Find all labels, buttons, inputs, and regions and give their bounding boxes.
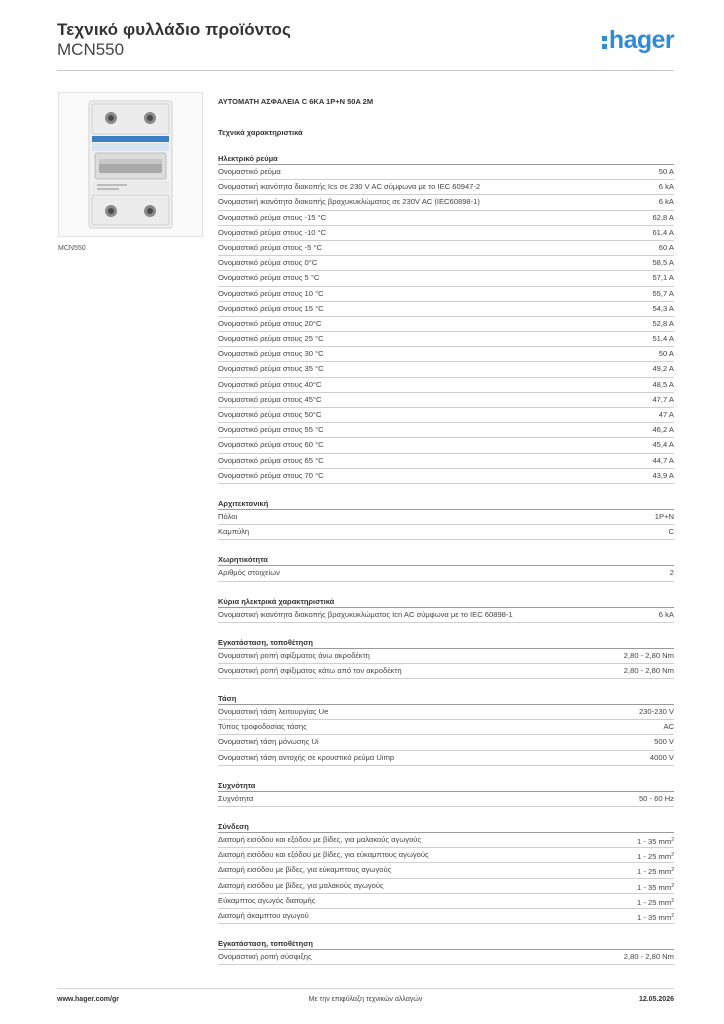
spec-label: Καμπύλη <box>218 527 250 537</box>
spec-value-text: 500 V <box>654 737 674 747</box>
spec-section <box>218 780 674 807</box>
spec-value-text: 55,7 A <box>652 288 674 298</box>
spec-value-text: 47 A <box>658 410 674 419</box>
spec-label: Διατομή εισόδου και εξόδου με βίδες, για εύκαμπτους αγωγούς <box>218 850 429 860</box>
spec-row <box>218 608 674 623</box>
spec-section <box>218 554 674 581</box>
spec-value <box>651 408 674 422</box>
spec-row <box>218 863 674 878</box>
spec-value-text: 45,4 A <box>652 440 674 450</box>
spec-value <box>631 705 674 719</box>
spec-row <box>218 735 674 750</box>
product-specs <box>218 96 674 965</box>
spec-row <box>218 510 674 525</box>
spec-label: Ονομαστικό ρεύμα στους 55 °C <box>218 425 324 435</box>
unit-superscript: 2 <box>671 837 674 843</box>
spec-value-text: 1 - 35 mm <box>637 837 672 846</box>
spec-sections <box>218 153 674 965</box>
spec-label: Διατομή άκαμπτου αγωγού <box>218 910 309 920</box>
spec-label: Εύκαμπτος αγωγός διατομής <box>218 895 316 905</box>
unit-superscript: 2 <box>671 882 674 889</box>
spec-label: Ονομαστική τάση λειτουργίας Ue <box>218 707 329 717</box>
spec-row <box>218 362 674 377</box>
spec-value <box>644 469 674 483</box>
spec-value-text: 47,7 A <box>652 394 674 404</box>
page-footer <box>57 996 674 1008</box>
circuit-breaker-icon <box>59 93 202 236</box>
spec-row <box>218 195 674 210</box>
unit-superscript: 2 <box>671 867 674 874</box>
product-name: ΑΥΤΟΜΑΤΗ ΑΣΦΑΛΕΙΑ C 6KA 1P+N 50A 2M <box>218 97 374 106</box>
section-title: Χωρητικότητα <box>218 554 674 566</box>
spec-label: Ονομαστικό ρεύμα στους 0°C <box>218 258 318 268</box>
section-title: Εγκατάσταση, τοποθέτηση <box>218 637 674 649</box>
spec-row <box>218 438 674 453</box>
spec-section <box>218 821 674 924</box>
spec-value <box>661 525 674 539</box>
spec-value-text: 54,3 A <box>652 303 674 313</box>
spec-value-text: 48,5 A <box>652 379 674 389</box>
spec-row <box>218 705 674 720</box>
spec-label: Ονομαστική ροπή σφίξιματος άνω ακροδέκτη <box>218 650 370 660</box>
spec-label: Συχνότητα <box>218 793 254 803</box>
spec-value <box>644 211 674 225</box>
spec-value <box>644 317 674 331</box>
spec-label: Ονομαστικό ρεύμα στους 65 °C <box>218 455 324 465</box>
spec-value-text: 46,2 A <box>652 425 674 435</box>
spec-value <box>644 454 674 468</box>
spec-label: Ονομαστική ικανότητα διακοπής βραχυκυκλώματος σε 230V AC (IEC60898-1) <box>218 197 480 207</box>
spec-value-text: 1 - 35 mm <box>637 882 672 892</box>
spec-row <box>218 332 674 347</box>
section-title: Ηλεκτρικό ρεύμα <box>218 153 674 165</box>
header-divider <box>57 70 674 71</box>
spec-value <box>662 566 674 580</box>
spec-label: Ονομαστικό ρεύμα <box>218 167 281 176</box>
spec-value <box>644 378 674 392</box>
spec-label: Ονομαστική ροπή σφίξιματος κάτω από τον ακροδέκτη <box>218 665 402 675</box>
spec-row <box>218 423 674 438</box>
spec-label: Διατομή εισόδου με βίδες, για μαλακούς αγωγούς <box>218 880 384 890</box>
spec-value-text: 44,7 A <box>652 455 674 465</box>
spec-label: Διατομή εισόδου και εξόδου με βίδες, για μαλακούς αγωγούς <box>218 835 422 844</box>
spec-value <box>616 649 674 663</box>
spec-row <box>218 848 674 863</box>
spec-label: Ονομαστικό ρεύμα στους -10 °C <box>218 227 327 237</box>
spec-value <box>629 879 674 893</box>
spec-value-text: 51,4 A <box>652 334 674 344</box>
spec-value-text: 6 kA <box>658 609 674 619</box>
spec-label: Ονομαστικό ρεύμα στους 15 °C <box>218 303 324 313</box>
spec-row <box>218 454 674 469</box>
spec-row <box>218 950 674 965</box>
spec-label: Ονομαστική ικανότητα διακοπής βραχυκυκλώματος Icn AC σύμφωνα με το IEC 60898-1 <box>218 609 513 619</box>
spec-label: Διατομή εισόδου με βίδες, για εύκαμπτους αγωγούς <box>218 865 392 875</box>
spec-label: Πόλοι <box>218 511 238 521</box>
spec-label: Ονομαστικό ρεύμα στους 30 °C <box>218 349 324 359</box>
spec-value-text: 60 A <box>658 242 674 252</box>
footer-notice: Με την επιφύλαξη τεχνικών αλλαγών <box>308 996 423 1003</box>
unit-superscript: 2 <box>671 897 674 904</box>
spec-value <box>629 863 674 877</box>
spec-value-text: C <box>668 527 674 537</box>
spec-section <box>218 637 674 679</box>
spec-row <box>218 894 674 909</box>
hager-logo <box>602 26 674 54</box>
spec-value <box>631 792 674 806</box>
spec-section <box>218 596 674 623</box>
unit-superscript: 2 <box>671 852 674 859</box>
spec-label: Ονομαστικό ρεύμα στους 5 °C <box>218 273 320 283</box>
spec-value <box>644 438 674 452</box>
spec-row <box>218 664 674 679</box>
spec-value-text: 2 <box>669 568 674 578</box>
spec-section <box>218 693 674 766</box>
spec-value-text: 2,80 - 2,80 Nm <box>623 650 674 660</box>
unit-superscript: 2 <box>671 912 674 919</box>
spec-value <box>646 735 674 749</box>
spec-label: Αριθμός στοιχείων <box>218 568 280 578</box>
spec-label: Τύπος τροφοδοσίας τάσης <box>218 722 307 732</box>
spec-value-text: 52,8 A <box>652 318 674 328</box>
spec-value <box>629 833 674 847</box>
spec-value-text: 61,4 A <box>652 227 674 237</box>
spec-value-text: 2,80 - 2,80 Nm <box>623 665 674 675</box>
page-title: Τεχνικό φυλλάδιο προϊόντος <box>57 20 291 39</box>
spec-value <box>616 664 674 678</box>
spec-label: Ονομαστική τάση μόνωσης Ui <box>218 737 319 747</box>
spec-row <box>218 317 674 332</box>
spec-row <box>218 792 674 807</box>
spec-value <box>629 909 674 923</box>
spec-row <box>218 165 674 180</box>
spec-label: Ονομαστικό ρεύμα στους 10 °C <box>218 288 324 298</box>
spec-value <box>629 848 674 862</box>
spec-value <box>644 423 674 437</box>
spec-row <box>218 408 674 423</box>
spec-value <box>616 950 674 964</box>
spec-value-text: 43,9 A <box>652 470 674 480</box>
spec-label: Ονομαστικό ρεύμα στους 70 °C <box>218 470 324 480</box>
spec-label: Ονομαστικό ρεύμα στους -5 °C <box>218 242 322 252</box>
spec-row <box>218 302 674 317</box>
spec-row <box>218 833 674 848</box>
product-image-caption: MCN550 <box>58 245 86 252</box>
logo-text: hager <box>608 26 674 54</box>
spec-row <box>218 287 674 302</box>
spec-value <box>651 195 674 209</box>
spec-section <box>218 153 674 484</box>
spec-label: Ονομαστικό ρεύμα στους 40°C <box>218 379 322 389</box>
spec-value-text: 58,5 A <box>652 258 674 268</box>
spec-value-text: 1P+N <box>654 511 674 521</box>
spec-value-text: 1 - 25 mm <box>637 867 672 877</box>
spec-label: Ονομαστικό ρεύμα στους 60 °C <box>218 440 324 450</box>
logo-dots-icon <box>602 34 607 50</box>
page-header <box>57 20 674 70</box>
spec-value-text: 49,2 A <box>652 364 674 374</box>
spec-value <box>644 271 674 285</box>
spec-value <box>647 510 674 524</box>
spec-label: Ονομαστική τάση αντοχής σε κρουστικό ρεύμα Uimp <box>218 752 395 762</box>
spec-value-text: AC <box>663 722 674 732</box>
spec-value <box>651 180 674 194</box>
spec-row <box>218 525 674 540</box>
spec-value <box>655 720 674 734</box>
spec-value <box>644 226 674 240</box>
spec-value <box>642 751 674 765</box>
product-code: MCN550 <box>57 40 125 59</box>
spec-section <box>218 498 674 540</box>
section-title: Κύρια ηλεκτρικά χαρακτηριστικά <box>218 596 674 608</box>
spec-row <box>218 211 674 226</box>
spec-row <box>218 271 674 286</box>
spec-value <box>651 608 674 622</box>
spec-label: Ονομαστική ικανότητα διακοπής Ics σε 230 V AC σύμφωνα με το IEC 60947-2 <box>218 182 481 192</box>
spec-row <box>218 879 674 894</box>
spec-label: Ονομαστικό ρεύμα στους 20°C <box>218 318 322 328</box>
spec-value-text: 6 kA <box>658 197 674 207</box>
spec-value <box>651 241 674 255</box>
spec-row <box>218 180 674 195</box>
spec-value-text: 50 A <box>658 349 674 359</box>
spec-value-text: 62,8 A <box>652 212 674 222</box>
section-title: Συχνότητα <box>218 780 674 792</box>
spec-row <box>218 566 674 581</box>
spec-value <box>651 165 674 179</box>
spec-row <box>218 378 674 393</box>
section-title: Εγκατάσταση, τοποθέτηση <box>218 938 674 950</box>
spec-value-text: 2,80 - 2,80 Nm <box>623 952 674 962</box>
spec-value <box>644 256 674 270</box>
spec-row <box>218 909 674 924</box>
section-title: Σύνδεση <box>218 821 674 833</box>
spec-row <box>218 393 674 408</box>
spec-value-text: 1 - 25 mm <box>637 852 672 862</box>
spec-label: Ονομαστικό ρεύμα στους -15 °C <box>218 212 327 222</box>
spec-value <box>644 287 674 301</box>
spec-value-text: 4000 V <box>649 752 674 762</box>
section-title: Τάση <box>218 693 674 705</box>
spec-value-text: 50 A <box>658 167 674 176</box>
spec-value-text: 6 kA <box>658 182 674 192</box>
spec-row <box>218 256 674 271</box>
spec-row <box>218 751 674 766</box>
spec-value-text: 230-230 V <box>638 707 674 717</box>
spec-row <box>218 649 674 664</box>
spec-value <box>629 894 674 908</box>
spec-row <box>218 226 674 241</box>
spec-value-text: 50 - 60 Hz <box>638 793 674 803</box>
spec-value <box>644 362 674 376</box>
spec-row <box>218 241 674 256</box>
spec-value-text: 1 - 25 mm <box>637 897 672 907</box>
spec-label: Ονομαστική ροπή σύσφιξης <box>218 952 312 962</box>
spec-value-text: 1 - 35 mm <box>637 912 672 922</box>
spec-value <box>651 347 674 361</box>
spec-row <box>218 469 674 484</box>
spec-value <box>644 393 674 407</box>
spec-row <box>218 347 674 362</box>
tech-specs-heading: Τεχνικά χαρακτηριστικά <box>218 128 303 137</box>
footer-divider <box>57 988 674 989</box>
spec-section <box>218 938 674 965</box>
spec-row <box>218 720 674 735</box>
spec-label: Ονομαστικό ρεύμα στους 25 °C <box>218 334 324 344</box>
spec-label: Ονομαστικό ρεύμα στους 45°C <box>218 394 322 404</box>
section-title: Αρχιτεκτονική <box>218 498 674 510</box>
footer-website-link[interactable]: www.hager.com/gr <box>57 996 119 1003</box>
spec-value <box>644 332 674 346</box>
product-image <box>58 92 203 237</box>
spec-label: Ονομαστικό ρεύμα στους 50°C <box>218 410 322 419</box>
spec-value-text: 57,1 A <box>652 273 674 283</box>
spec-label: Ονομαστικό ρεύμα στους 35 °C <box>218 364 324 374</box>
footer-date: 12.05.2026 <box>638 996 674 1003</box>
spec-value <box>644 302 674 316</box>
